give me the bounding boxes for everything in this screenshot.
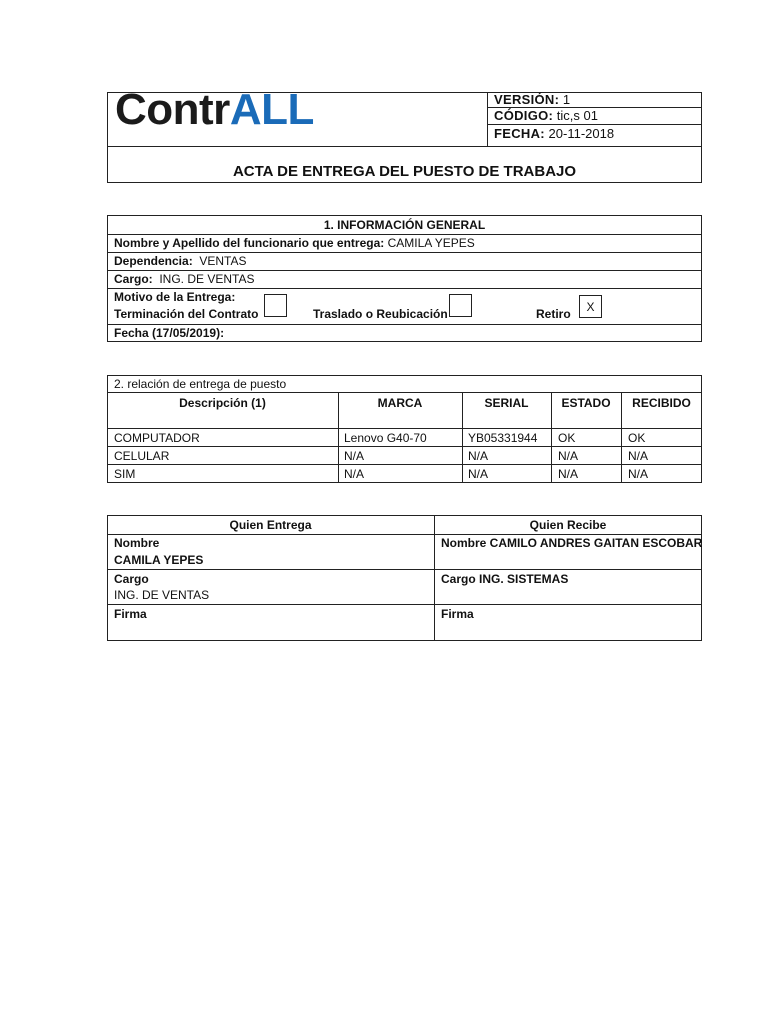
cargo-label: Cargo: [114,272,153,286]
cargo-value: ING. DE VENTAS [159,272,255,286]
table-cell: N/A [558,449,579,463]
table-cell: YB05331944 [468,431,538,445]
header-row-line-2 [487,124,702,125]
table-cell: COMPUTADOR [114,431,200,445]
logo-text-contr: Contr [115,85,230,134]
codigo-line [494,108,598,124]
s2-line-row2 [107,464,702,465]
col-header-recibido: RECIBIDO [632,396,691,410]
table-cell: CELULAR [114,449,170,463]
codigo-label: CÓDIGO: [494,108,554,123]
recibe-nombre: Nombre CAMILO ANDRES GAITAN ESCOBAR [441,536,703,550]
logo-text-all: ALL [229,85,314,134]
table-cell: N/A [468,467,489,481]
table-cell: OK [628,431,646,445]
entrega-nombre-label: Nombre [114,536,160,550]
table-cell: N/A [344,467,365,481]
s3-line-header [107,534,702,535]
s2-line-header [107,428,702,429]
header-divider-vertical [487,92,488,147]
option-retiro-label: Retiro [536,307,571,321]
entrega-nombre-value: CAMILA YEPES [114,553,204,567]
version-value: 1 [562,92,571,107]
s1-line-3 [107,270,702,271]
dependencia-value: VENTAS [199,254,247,268]
entrega-cargo-label: Cargo [114,572,149,586]
fecha-entrega-label: Fecha (17/05/2019): [114,326,225,340]
s1-line-4 [107,288,702,289]
s3-line-cargo [107,604,702,605]
quien-entrega-header: Quien Entrega [229,518,312,532]
table-cell: N/A [628,449,649,463]
header-divider-horizontal [107,146,702,147]
option-traslado-label: Traslado o Reubicación [313,307,448,321]
fecha-label: FECHA: [494,126,545,141]
nombre-row [114,236,475,250]
checkbox-traslado[interactable] [449,294,472,317]
recibe-firma-label: Firma [441,607,474,621]
table-cell: N/A [628,467,649,481]
s1-line-2 [107,252,702,253]
table-cell: N/A [558,467,579,481]
motivo-label: Motivo de la Entrega: [114,290,236,304]
quien-recibe-header: Quien Recibe [529,518,607,532]
s2-line-title [107,392,702,393]
table-cell: Lenovo G40-70 [344,431,427,445]
codigo-value: tic,s 01 [556,108,598,123]
dependencia-label: Dependencia: [114,254,193,268]
version-line [494,92,570,108]
s3-line-nombre [107,569,702,570]
s2-line-row1 [107,446,702,447]
nombre-label: Nombre y Apellido del funcionario que entrega: [114,236,385,250]
col-header-descripcion: Descripción (1) [179,396,266,410]
entrega-cargo-value: ING. DE VENTAS [114,588,210,602]
fecha-line [494,126,614,142]
table-cell: OK [558,431,576,445]
col-header-marca: MARCA [377,396,423,410]
section2-title: 2. relación de entrega de puesto [114,377,287,391]
option-terminacion-label: Terminación del Contrato [114,307,259,321]
col-header-serial: SERIAL [484,396,529,410]
fecha-value: 20-11-2018 [548,126,615,141]
nombre-value: CAMILA YEPES [387,236,475,250]
checkbox-terminacion[interactable] [264,294,287,317]
recibe-cargo: Cargo ING. SISTEMAS [441,572,569,586]
s3-col-divider [434,515,435,641]
s1-line-1 [107,234,702,235]
entrega-firma-label: Firma [114,607,147,621]
table-cell: N/A [468,449,489,463]
version-label: VERSIÓN: [494,92,560,107]
checkbox-retiro-mark: X [586,300,595,314]
document-title: ACTA DE ENTREGA DEL PUESTO DE TRABAJO [232,163,577,180]
table-cell: N/A [344,449,365,463]
section1-title: 1. INFORMACIÓN GENERAL [323,218,486,232]
cargo-row [114,272,254,286]
col-header-estado: ESTADO [561,396,611,410]
dependencia-row [114,254,246,268]
table-cell: SIM [114,467,136,481]
checkbox-retiro[interactable] [579,295,602,318]
company-logo [115,85,314,134]
s1-line-5 [107,324,702,325]
